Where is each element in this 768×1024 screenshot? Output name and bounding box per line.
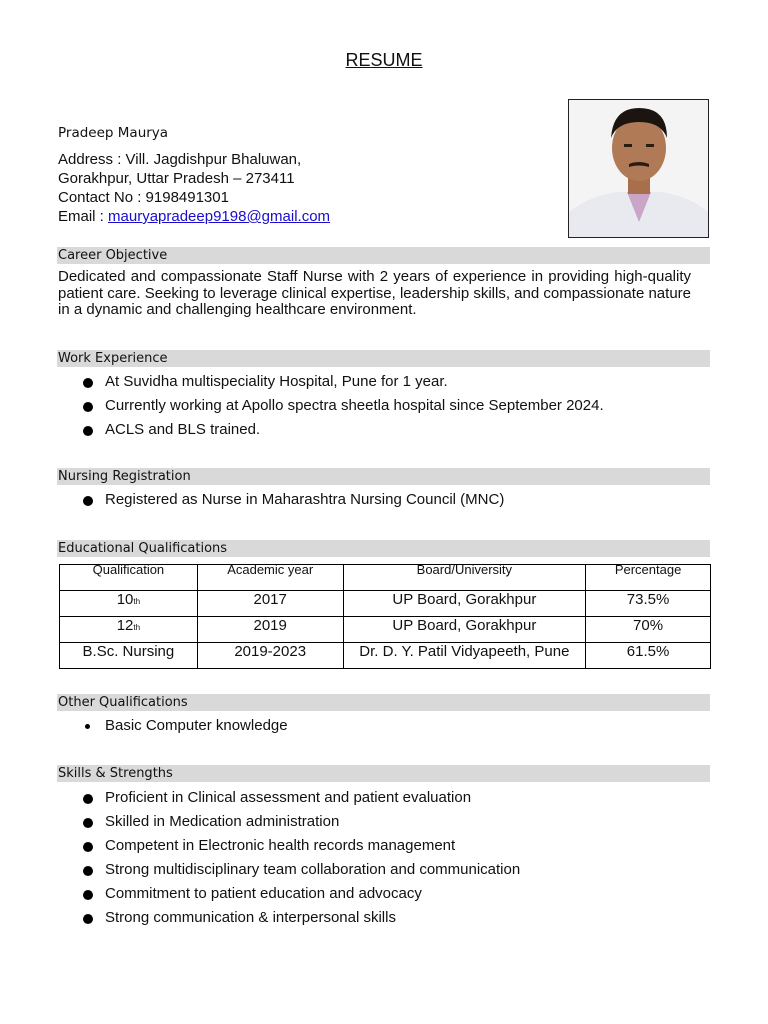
- list-item: ACLS and BLS trained.: [0, 420, 604, 444]
- qualification-cell: 10th: [60, 591, 198, 617]
- email-label: Email :: [58, 208, 109, 225]
- board-cell: UP Board, Gorakhpur: [343, 591, 586, 617]
- address-line-2: Gorakhpur, Uttar Pradesh – 273411: [58, 170, 295, 187]
- other-list: [0, 716, 288, 740]
- section-heading-registration: Nursing Registration: [57, 468, 710, 485]
- column-header: Qualification: [60, 565, 198, 591]
- list-item: Strong multidisciplinary team collaboration and communication: [0, 860, 520, 884]
- list-item: Competent in Electronic health records management: [0, 836, 520, 860]
- bullet-icon: [83, 378, 93, 388]
- section-heading-other: Other Qualifications: [57, 694, 710, 711]
- bullet-icon: [83, 866, 93, 876]
- bullet-icon: [83, 914, 93, 924]
- column-header: Academic year: [197, 565, 343, 591]
- list-item: Registered as Nurse in Maharashtra Nursing Council (MNC): [0, 490, 504, 514]
- contact-block: [58, 150, 330, 226]
- qualification-cell: 12th: [60, 617, 198, 643]
- bullet-icon: [83, 426, 93, 436]
- table-row: [60, 591, 711, 617]
- list-item: At Suvidha multispeciality Hospital, Pune for 1 year.: [0, 372, 604, 396]
- board-cell: Dr. D. Y. Patil Vidyapeeth, Pune: [343, 643, 586, 669]
- board-cell: UP Board, Gorakhpur: [343, 617, 586, 643]
- table-row: [60, 643, 711, 669]
- percentage-cell: 61.5%: [586, 643, 711, 669]
- email-link[interactable]: mauryapradeep9198@gmail.com: [108, 208, 331, 225]
- email-row: [58, 207, 330, 226]
- percentage-cell: 70%: [586, 617, 711, 643]
- list-item: Proficient in Clinical assessment and patient evaluation: [0, 788, 520, 812]
- year-cell: 2019-2023: [197, 643, 343, 669]
- career-objective-text: Dedicated and compassionate Staff Nurse with 2 years of experience in providing high-quality patient care. Seeking to leverage clinical expertise, leadership skills, and compassionate nature in a dynamic and challenging healthcare environment.: [58, 268, 691, 318]
- table-header-row: [60, 565, 711, 591]
- bullet-icon: [85, 724, 90, 729]
- year-cell: 2017: [197, 591, 343, 617]
- year-cell: 2019: [197, 617, 343, 643]
- bullet-icon: [83, 794, 93, 804]
- column-header: Board/University: [343, 565, 586, 591]
- table-row: [60, 617, 711, 643]
- section-heading-skills: Skills & Strengths: [57, 765, 710, 782]
- list-item: Basic Computer knowledge: [0, 716, 288, 740]
- bullet-icon: [83, 842, 93, 852]
- address-line-1: Address : Vill. Jagdishpur Bhaluwan,: [58, 151, 302, 168]
- bullet-icon: [83, 818, 93, 828]
- qualification-cell: B.Sc. Nursing: [60, 643, 198, 669]
- work-list: [0, 372, 604, 444]
- profile-photo: [568, 99, 709, 238]
- percentage-cell: 73.5%: [586, 591, 711, 617]
- column-header: Percentage: [586, 565, 711, 591]
- skills-list: [0, 788, 520, 932]
- education-table: [59, 564, 711, 669]
- registration-list: [0, 490, 504, 514]
- bullet-icon: [83, 496, 93, 506]
- list-item: Strong communication & interpersonal skills: [0, 908, 520, 932]
- list-item: Commitment to patient education and advocacy: [0, 884, 520, 908]
- page-title: RESUME: [345, 50, 423, 70]
- list-item: Currently working at Apollo spectra sheetla hospital since September 2024.: [0, 396, 604, 420]
- section-heading-career: Career Objective: [57, 247, 710, 264]
- list-item: Skilled in Medication administration: [0, 812, 520, 836]
- bullet-icon: [83, 890, 93, 900]
- candidate-name: Pradeep Maurya: [58, 125, 169, 141]
- section-heading-education: Educational Qualifications: [57, 540, 710, 557]
- portrait-image: [569, 100, 708, 237]
- contact-number: Contact No : 9198491301: [58, 189, 229, 206]
- section-heading-work: Work Experience: [57, 350, 710, 367]
- bullet-icon: [83, 402, 93, 412]
